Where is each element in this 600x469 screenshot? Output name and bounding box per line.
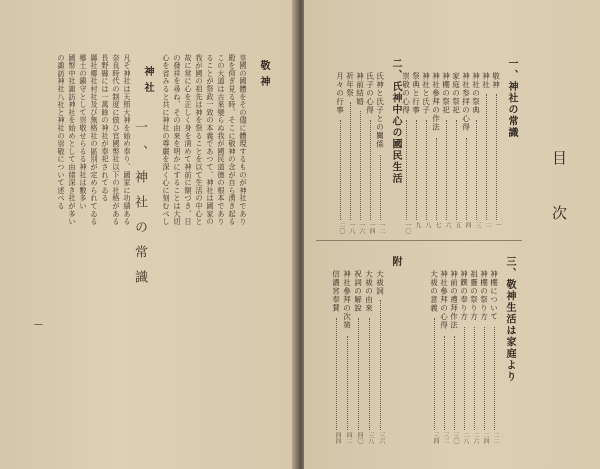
toc-page-number: 三二 [442, 432, 449, 444]
toc-page-number: 六 [444, 222, 451, 228]
toc-entry[interactable]: 神社參拜の作法 [431, 72, 441, 132]
toc-entry[interactable]: 大祓の由來 [364, 270, 374, 313]
page-folio-left: — [34, 320, 43, 330]
body-line: 國幣中社諏訪神社を始めとして由緒深き社が多い [68, 54, 77, 226]
toc-divider [316, 240, 522, 241]
toc-entry[interactable]: 神棚の祭り方 [479, 270, 489, 321]
toc-leader [474, 327, 475, 430]
toc-page-number: 五 [454, 222, 461, 228]
body-line: ることが祭政一致の本義であつて、神社は國家の [206, 54, 215, 226]
toc-section-label[interactable]: 附 [390, 256, 401, 268]
toc-page-number: 三八 [367, 432, 374, 444]
toc-entry[interactable]: 祈年祭 [345, 72, 355, 98]
toc-page-number: 一 [494, 222, 501, 228]
toc-entry[interactable]: 敬神 [491, 72, 501, 89]
toc-entry[interactable]: 氏子の心得 [365, 72, 375, 115]
toc-entry[interactable]: 神社參拜の心得 [439, 270, 449, 330]
toc-entry[interactable]: 信濃宮奉賛 [331, 270, 341, 313]
toc-page-number: 九 [414, 222, 421, 228]
toc-leader [484, 327, 485, 430]
toc-leader [347, 336, 348, 430]
toc-leader [340, 120, 341, 220]
toc-title: 目次 [550, 150, 568, 260]
toc-entry[interactable]: 神棚について [489, 270, 499, 321]
toc-entry[interactable]: 祭典と行事 [411, 72, 421, 115]
body-line: 故に常に心を正しく身を淸めて神前に額づき、日 [184, 54, 193, 226]
toc-page-number: 四二 [345, 432, 352, 444]
section-heading-keishin: 敬神 [258, 60, 269, 92]
body-line: 長野縣には一萬餘の神社が奉祀されてゐる [101, 54, 110, 203]
toc-entry[interactable]: 大祓詞 [375, 270, 385, 296]
toc-leader [476, 120, 477, 220]
toc-leader [444, 336, 445, 430]
toc-page-number: 三〇 [452, 432, 459, 444]
toc-page-number: 四四 [334, 432, 341, 444]
body-line: 我が國の祖先は神を祭ることを以て生活の中心と [195, 54, 204, 226]
toc-page-number: 二四 [482, 432, 489, 444]
toc-page-number: 八 [424, 222, 431, 228]
body-line: の發祥を尋ね、その由來を明かにすることは大切 [173, 54, 182, 226]
toc-entry[interactable]: 神前の禮拜作法 [449, 270, 459, 330]
toc-leader [350, 102, 351, 220]
toc-leader [426, 120, 427, 220]
toc-leader [436, 138, 437, 220]
body-line: 殿を仰ぎ見る時、そこに敬神の念が自ら湧き起る [228, 54, 237, 226]
toc-page-number: 二〇 [338, 222, 345, 234]
toc-entry[interactable]: 神饌の奉り方 [459, 270, 469, 321]
toc-leader [380, 300, 381, 430]
body-line: 郷土の鎭守として崇敬せらるる神社は數多い [79, 54, 88, 210]
chapter-title: 一、神社の常識 [132, 120, 147, 295]
toc-page-number: 三六 [378, 432, 385, 444]
toc-leader [434, 318, 435, 430]
toc-entry[interactable]: 大祓の意義 [429, 270, 439, 313]
body-line: 皇國の國體をその儘に體現するものが神社であり [239, 54, 248, 226]
toc-entry[interactable]: 神社と氏子 [421, 72, 431, 115]
toc-page-number: 四〇 [356, 432, 363, 444]
toc-leader [486, 94, 487, 220]
toc-leader [496, 94, 497, 220]
toc-entry[interactable]: 神前結婚 [355, 72, 365, 106]
toc-entry[interactable]: 神社の祭典 [471, 72, 481, 115]
toc-leader [454, 336, 455, 430]
toc-page-number: 七 [434, 222, 441, 228]
left-page [0, 0, 296, 469]
toc-leader [380, 155, 381, 220]
toc-page-number: 三四 [432, 432, 439, 444]
toc-entry[interactable]: 神棚の祭祀 [441, 72, 451, 115]
toc-entry[interactable]: 月々の行事 [335, 72, 345, 115]
right-page [304, 0, 600, 469]
body-line: 心を省みると共に神社の尊嚴を深く心に刻むべし [162, 54, 171, 226]
toc-entry[interactable]: 神社參拜の次第 [342, 270, 352, 330]
toc-page-number: 一四 [368, 222, 375, 234]
toc-entry[interactable]: 祝詞の解說 [353, 270, 363, 313]
toc-leader [446, 120, 447, 220]
toc-page-number: 四 [464, 222, 471, 228]
toc-page-number: 一二 [378, 222, 385, 234]
body-line: 奈良時代の制度に倣ひ官國幣社以下の社格がある [112, 54, 121, 226]
section-heading-jinja: 神社 [142, 66, 153, 98]
body-line: 縣社郷社村社及び無格社の區別が定められてゐる [90, 54, 99, 226]
toc-section-label[interactable]: 三、敬神生活は家庭より [504, 256, 515, 383]
toc-page-number: 二八 [462, 432, 469, 444]
toc-entry[interactable]: 祖靈の祭り方 [469, 270, 479, 321]
toc-leader [370, 120, 371, 220]
toc-entry[interactable]: 崇敬の心得 [401, 72, 411, 115]
toc-entry[interactable]: 神社 [481, 72, 491, 89]
toc-entry[interactable]: 家庭の祭祀 [451, 72, 461, 115]
toc-page-number: 一八 [348, 222, 355, 234]
body-line: この大道は古來變らぬ我が國民道德の根本であり [217, 54, 226, 226]
toc-leader [360, 111, 361, 220]
toc-entry[interactable]: 神社参拝の心得 [461, 72, 471, 132]
toc-leader [494, 327, 495, 430]
toc-section-label[interactable]: 二、氏神中心の國民生活 [390, 58, 401, 185]
toc-page-number: 一〇 [404, 222, 411, 234]
body-line: の諏訪神社八社と神社の崇敬について述べる [57, 54, 66, 210]
body-line: 凡そ神社は天照大神を始め奉り、國家に功績ある [123, 54, 132, 226]
toc-leader [336, 318, 337, 430]
toc-page-number: 二二 [492, 432, 499, 444]
toc-page-number: 二六 [472, 432, 479, 444]
toc-leader [466, 138, 467, 220]
toc-leader [464, 327, 465, 430]
toc-entry[interactable]: 氏神と氏子との關係 [375, 72, 385, 149]
toc-leader [358, 318, 359, 430]
toc-leader [406, 120, 407, 220]
toc-leader [369, 318, 370, 430]
toc-leader [456, 120, 457, 220]
toc-page-number: 一六 [358, 222, 365, 234]
toc-page-number: 二 [484, 222, 491, 228]
toc-section-label[interactable]: 一、神社の常識 [506, 58, 517, 139]
toc-leader [416, 120, 417, 220]
toc-page-number: 三 [474, 222, 481, 228]
